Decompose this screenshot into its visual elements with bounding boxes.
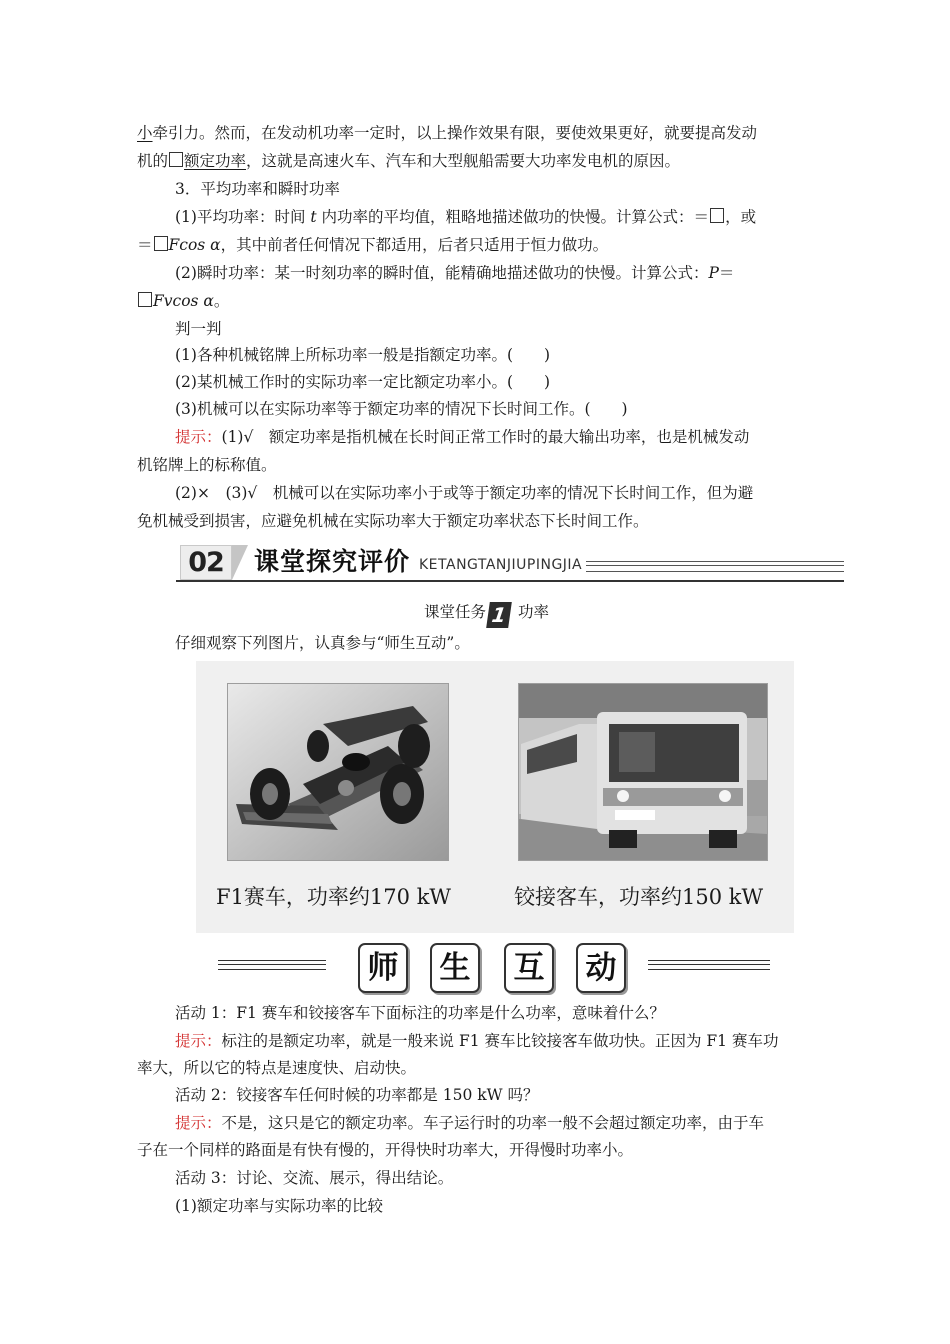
interaction-char-1: 师 bbox=[358, 943, 408, 993]
banner-triangle bbox=[232, 545, 248, 580]
para-line-average-power: (1)平均功率：时间 t 内功率的平均值，粗略地描述做功的快慢。计算公式：＝ ，或 bbox=[175, 208, 757, 226]
hint-line-3: (2)× (3)√ 机械可以在实际功率小于或等于额定功率的情况下长时间工作，但为避 bbox=[175, 484, 754, 502]
section-banner bbox=[176, 540, 844, 584]
interaction-banner bbox=[218, 935, 770, 997]
f1-car-caption: F1赛车，功率约170 kW bbox=[216, 885, 451, 909]
subheading-average-instant-power: 3．平均功率和瞬时功率 bbox=[175, 180, 340, 198]
judge-item-1: (1)各种机械铭牌上所标功率一般是指额定功率。( ) bbox=[175, 346, 551, 364]
f1-car-image bbox=[227, 683, 449, 861]
blank-box bbox=[138, 292, 152, 307]
blank-box bbox=[154, 236, 168, 251]
articulated-bus-image bbox=[518, 683, 768, 861]
decor-lines-right bbox=[648, 960, 770, 970]
activity-1-hint-2: 率大，所以它的特点是速度快、启动快。 bbox=[137, 1059, 417, 1077]
judge-item-2: (2)某机械工作时的实际功率一定比额定功率小。( ) bbox=[175, 373, 551, 391]
comparison-heading: (1)额定功率与实际功率的比较 bbox=[175, 1197, 383, 1215]
blank-box bbox=[169, 152, 183, 167]
hint-label: 提示： bbox=[175, 1114, 222, 1132]
bus-caption: 铰接客车，功率约150 kW bbox=[514, 885, 764, 909]
observe-instruction: 仔细观察下列图片，认真参与“师生互动”。 bbox=[175, 634, 470, 652]
banner-underline bbox=[176, 580, 844, 582]
interaction-char-2: 生 bbox=[430, 943, 480, 993]
section-pinyin: KETANGTANJIUPINGJIA bbox=[419, 557, 583, 573]
activity-1-question: 活动 1：F1 赛车和铰接客车下面标注的功率是什么功率，意味着什么？ bbox=[175, 1004, 665, 1022]
para-line-2: 机的 额定功率，这就是高速火车、汽车和大型舰船需要大功率发电机的原因。 bbox=[137, 152, 681, 170]
hint-label: 提示： bbox=[175, 428, 222, 446]
para-line-instant-power: (2)瞬时功率：某一时刻功率的瞬时值，能精确地描述做功的快慢。计算公式：P＝ bbox=[175, 264, 735, 282]
blank-box bbox=[710, 208, 724, 223]
activity-2-hint-2: 子在一个同样的路面是有快有慢的，开得快时功率大，开得慢时功率小。 bbox=[137, 1141, 634, 1159]
hint-line-4: 免机械受到损害，应避免机械在实际功率大于额定功率状态下长时间工作。 bbox=[137, 512, 649, 530]
fill-blank-answer: 额定功率 bbox=[168, 152, 246, 170]
bus-drawing bbox=[519, 684, 767, 860]
hint-line-1: 提示：(1)√ 额定功率是指机械在长时间正常工作时的最大输出功率，也是机械发动 bbox=[175, 428, 750, 446]
para-line-average-power-2: ＝ Fcos α，其中前者任何情况下都适用，后者只适用于恒力做功。 bbox=[137, 236, 609, 254]
hint-line-2: 机铭牌上的标称值。 bbox=[137, 456, 277, 474]
activity-3-title: 活动 3：讨论、交流、展示，得出结论。 bbox=[175, 1169, 454, 1187]
activity-2-question: 活动 2：铰接客车任何时候的功率都是 150 kW 吗？ bbox=[175, 1086, 539, 1104]
f1-car-drawing bbox=[228, 684, 448, 860]
activity-1-hint: 提示：标注的是额定功率，就是一般来说 F1 赛车比铰接客车做功快。正因为 F1 赛车功 bbox=[175, 1032, 779, 1050]
judge-item-3: (3)机械可以在实际功率等于额定功率的情况下长时间工作。( ) bbox=[175, 400, 628, 418]
banner-decor-lines bbox=[586, 561, 844, 572]
task-number-badge: 1 bbox=[486, 602, 512, 628]
task-heading: 课堂任务 1 功率 bbox=[424, 603, 550, 627]
vehicle-figure bbox=[196, 661, 794, 933]
hint-label: 提示： bbox=[175, 1032, 222, 1050]
para-line-1: 小牵引力。然而，在发动机功率一定时，以上操作效果有限，要使效果更好，就要提高发动 bbox=[137, 124, 758, 142]
interaction-char-3: 互 bbox=[504, 943, 554, 993]
interaction-char-4: 动 bbox=[576, 943, 626, 993]
para-line-instant-power-2: Fvcos α。 bbox=[137, 288, 817, 314]
section-number: 02 bbox=[180, 545, 232, 580]
activity-2-hint: 提示：不是，这只是它的额定功率。车子运行时的功率一般不会超过额定功率，由于车 bbox=[175, 1114, 765, 1132]
judge-heading: 判一判 bbox=[175, 320, 222, 338]
section-title: 课堂探究评价 bbox=[254, 547, 411, 576]
decor-lines-left bbox=[218, 960, 326, 970]
